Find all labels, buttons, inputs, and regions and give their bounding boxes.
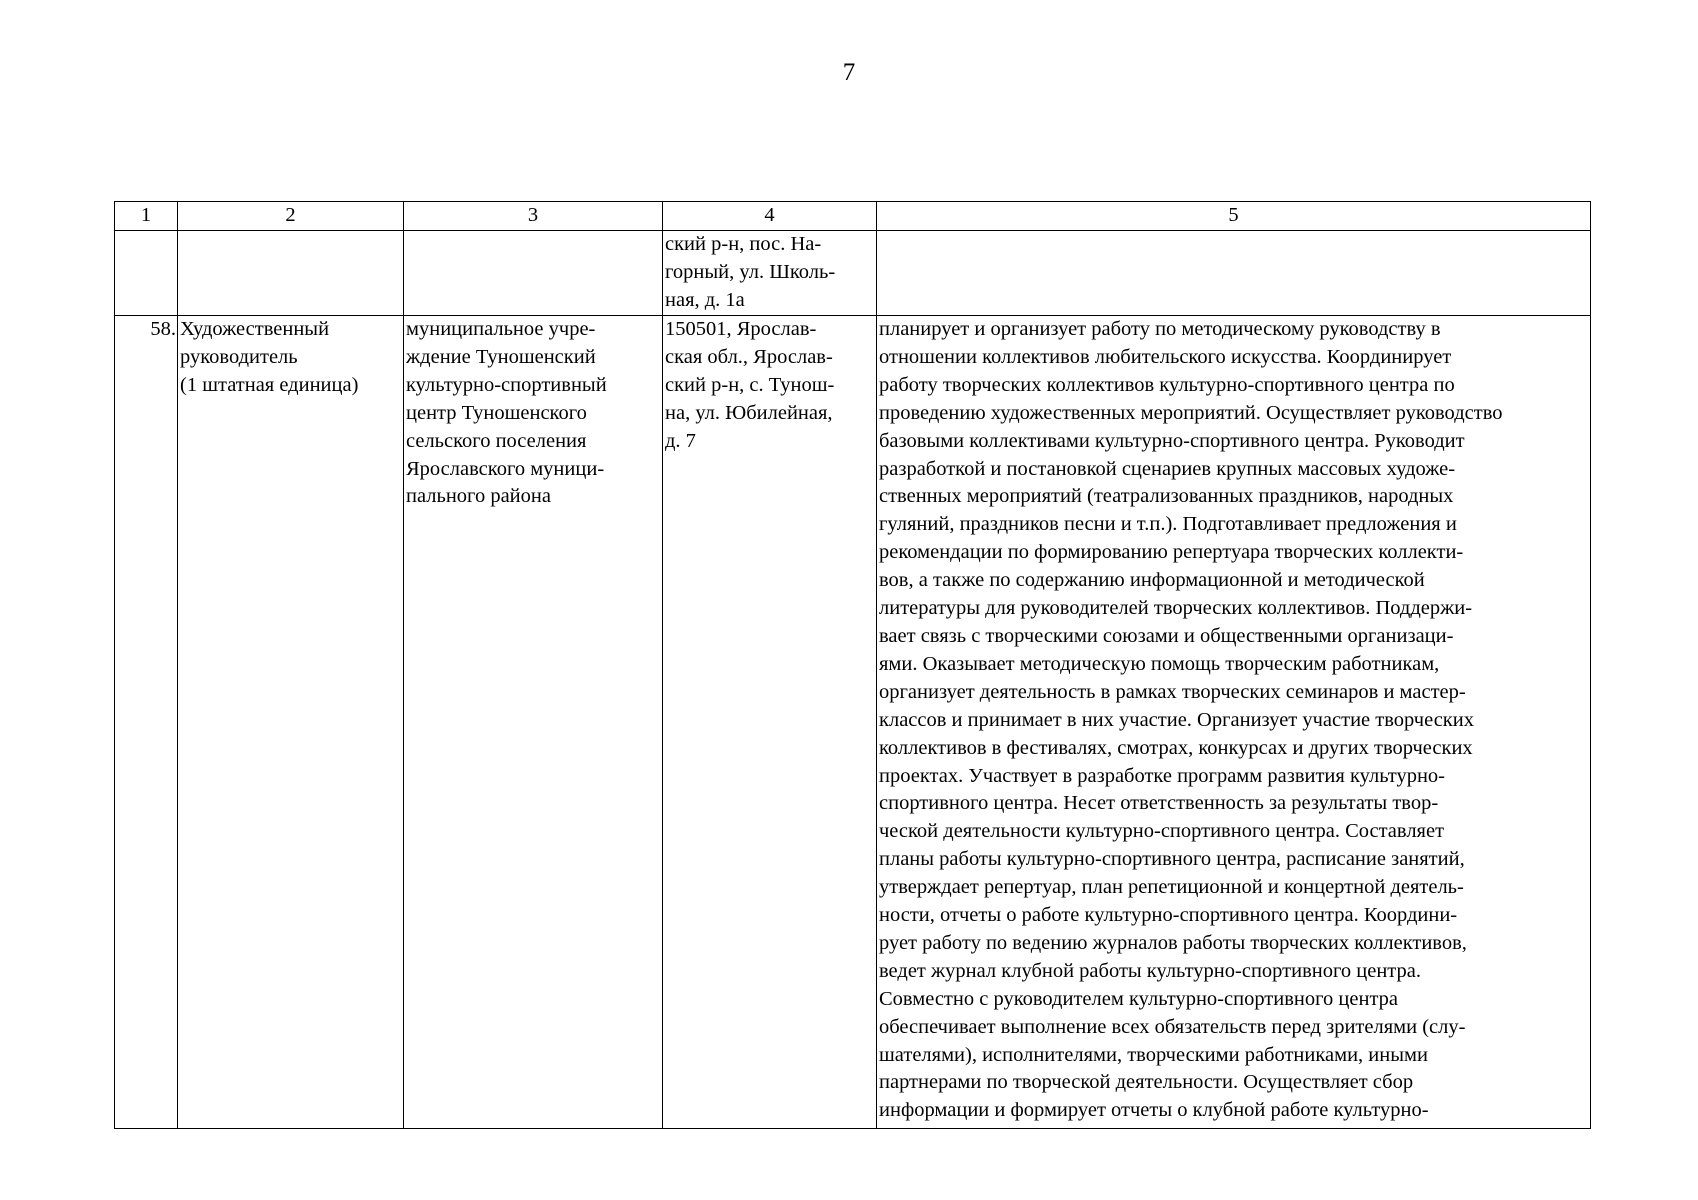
cell-text-line: д. 7 [665, 429, 696, 452]
cell-text-line: 150501, Ярослав- [665, 318, 817, 340]
cell-text-line: ский р-н, с. Тунош- [665, 373, 835, 396]
duties-cell [877, 231, 1591, 316]
cell-text-line: информации и формирует отчеты о клубной работе культурно- [879, 1099, 1429, 1122]
duties-cell [877, 316, 1591, 1129]
institution-cell [404, 316, 663, 1129]
cell-text-line: 58. [150, 318, 176, 340]
cell-text-line: муниципальное учре- [406, 318, 596, 340]
table-row [115, 316, 1591, 1129]
cell-text-line: ждение Туношенский [406, 345, 596, 368]
cell-text-line: гуляний, праздников песни и т.п.). Подготавливает предложения и [879, 513, 1457, 536]
cell-text-line: спортивного центра. Несет ответственность за результаты твор- [879, 792, 1439, 815]
cell-text-line: коллективов в фестивалях, смотрах, конкурсах и других творческих [879, 736, 1473, 759]
table-row [115, 231, 1591, 316]
cell-text-line: ведет журнал клубной работы культурно-спортивного центра. [879, 959, 1421, 982]
cell-text-line: рекомендации по формированию репертуара творческих коллекти- [879, 541, 1464, 564]
cell-text-line: (1 штатная единица) [180, 373, 359, 396]
cell-text-line: проведению художественных мероприятий. Осуществляет руководство [879, 401, 1503, 424]
cell-text-line: культурно-спортивный [406, 373, 607, 396]
position-cell [178, 316, 404, 1129]
cell-text-line: ская обл., Ярослав- [665, 345, 833, 368]
row-number-cell [115, 316, 178, 1129]
cell-text-line: центр Туношенского [406, 401, 587, 424]
row-number-cell [115, 231, 178, 316]
cell-text-line: отношении коллективов любительского искусства. Координирует [879, 345, 1452, 368]
cell-text-line: организует деятельность в рамках творческих семинаров и мастер- [879, 680, 1466, 703]
institution-cell [404, 231, 663, 316]
cell-text-line: утверждает репертуар, план репетиционной и концертной деятель- [879, 876, 1464, 899]
cell-text-line: ями. Оказывает методическую помощь творческим работникам, [879, 652, 1440, 675]
cell-text-line: вов, а также по содержанию информационной и методической [879, 569, 1425, 592]
cell-text-line: шателями), исполнителями, творческими работниками, иными [879, 1043, 1428, 1066]
cell-text-line: проектах. Участвует в разработке программ развития культурно- [879, 764, 1446, 787]
cell-text-line: ский р-н, пос. На- [665, 233, 822, 255]
cell-text-line: Ярославского муници- [406, 457, 605, 480]
page-number: 7 [842, 59, 856, 86]
cell-text-line: сельского поселения [406, 429, 587, 452]
address-cell [663, 316, 877, 1129]
cell-text-line: базовыми коллективами культурно-спортивного центра. Руководит [879, 429, 1465, 452]
cell-text-line: разработкой и постановкой сценариев крупных массовых художе- [879, 457, 1456, 480]
cell-text-line: планы работы культурно-спортивного центра, расписание занятий, [879, 848, 1465, 871]
cell-text-line: работу творческих коллективов культурно-спортивного центра по [879, 373, 1455, 396]
cell-text-line: Совместно с руководителем культурно-спортивного центра [879, 987, 1398, 1010]
cell-text-line: планирует и организует работу по методическому руководству в [879, 318, 1441, 340]
cell-text-line: на, ул. Юбилейная, [665, 401, 833, 424]
cell-text-line: Художественный [180, 318, 330, 340]
cell-text-line: ности, отчеты о работе культурно-спортивного центра. Координи- [879, 904, 1458, 927]
cell-text-line: вает связь с творческими союзами и общественными организаци- [879, 624, 1454, 647]
cell-text-line: литературы для руководителей творческих коллективов. Поддержи- [879, 597, 1473, 620]
staff-table [114, 201, 1591, 1129]
cell-text-line: ческой деятельности культурно-спортивного центра. Составляет [879, 820, 1445, 843]
cell-text-line: руководитель [180, 345, 298, 368]
cell-text-line: классов и принимает в них участие. Организует участие творческих [879, 708, 1474, 731]
cell-text-line: рует работу по ведению журналов работы творческих коллективов, [879, 931, 1467, 954]
cell-text-line: горный, ул. Школь- [665, 260, 836, 283]
header-col-3: 3 [404, 202, 663, 231]
cell-text-line: ная, д. 1а [665, 288, 745, 311]
header-col-5: 5 [877, 202, 1591, 231]
address-cell [663, 231, 877, 316]
cell-text-line: партнерами по творческой деятельности. Осуществляет сбор [879, 1071, 1414, 1094]
header-col-1: 1 [115, 202, 178, 231]
header-col-2: 2 [178, 202, 404, 231]
cell-text-line: обеспечивает выполнение всех обязательств перед зрителями (слу- [879, 1015, 1466, 1038]
position-cell [178, 231, 404, 316]
table-header-row [115, 202, 1591, 231]
cell-text-line: ственных мероприятий (театрализованных праздников, народных [879, 485, 1454, 508]
header-col-4: 4 [663, 202, 877, 231]
cell-text-line: пального района [406, 485, 551, 508]
